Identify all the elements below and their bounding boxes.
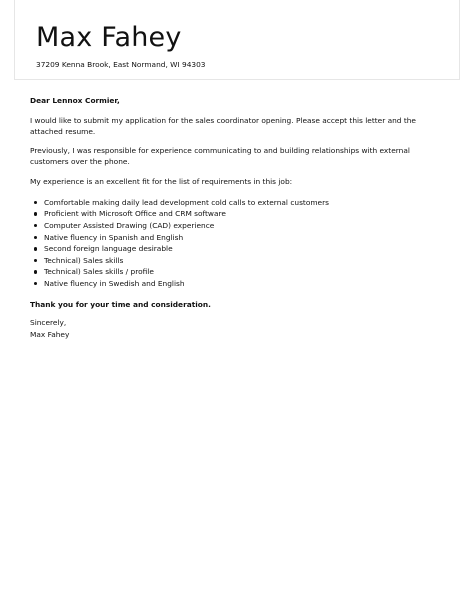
- list-item: Native fluency in Spanish and English: [30, 232, 442, 244]
- requirements-intro: My experience is an excellent fit for the list of requirements in this job:: [30, 176, 293, 186]
- bullet-icon: [34, 224, 37, 227]
- thanks-line: Thank you for your time and consideration.: [30, 299, 211, 309]
- signature: Max Fahey: [30, 329, 70, 339]
- list-item: Computer Assisted Drawing (CAD) experience: [30, 220, 442, 232]
- list-item: Technical) Sales skills: [30, 255, 442, 267]
- experience-paragraph: Previously, I was responsible for experience communicating to and building relationships with external customers over the phone.: [30, 146, 410, 167]
- list-item: Comfortable making daily lead development cold calls to external customers: [30, 197, 442, 209]
- bullet-icon: [34, 270, 37, 273]
- salutation: Dear Lennox Cormier,: [30, 96, 120, 105]
- sender-address: 37209 Kenna Brook, East Normand, WI 94303: [36, 60, 206, 69]
- list-item: Proficient with Microsoft Office and CRM software: [30, 208, 442, 220]
- list-item: Second foreign language desirable: [30, 243, 442, 255]
- bullet-icon: [34, 282, 37, 285]
- list-item: Native fluency in Swedish and English: [30, 278, 442, 290]
- bullet-icon: [34, 201, 37, 204]
- letter-body: [30, 96, 442, 340]
- intro-paragraph: I would like to submit my application for the sales coordinator opening. Please accept this letter and the attached resume.: [30, 115, 416, 136]
- sender-name: Max Fahey: [36, 22, 182, 53]
- requirements-list: [30, 197, 442, 290]
- bullet-icon: [34, 259, 37, 262]
- bullet-icon: [34, 236, 37, 239]
- closing: Sincerely,: [30, 318, 67, 328]
- bullet-icon: [34, 247, 37, 250]
- bullet-icon: [34, 212, 37, 215]
- list-item: Technical) Sales skills / profile: [30, 266, 442, 278]
